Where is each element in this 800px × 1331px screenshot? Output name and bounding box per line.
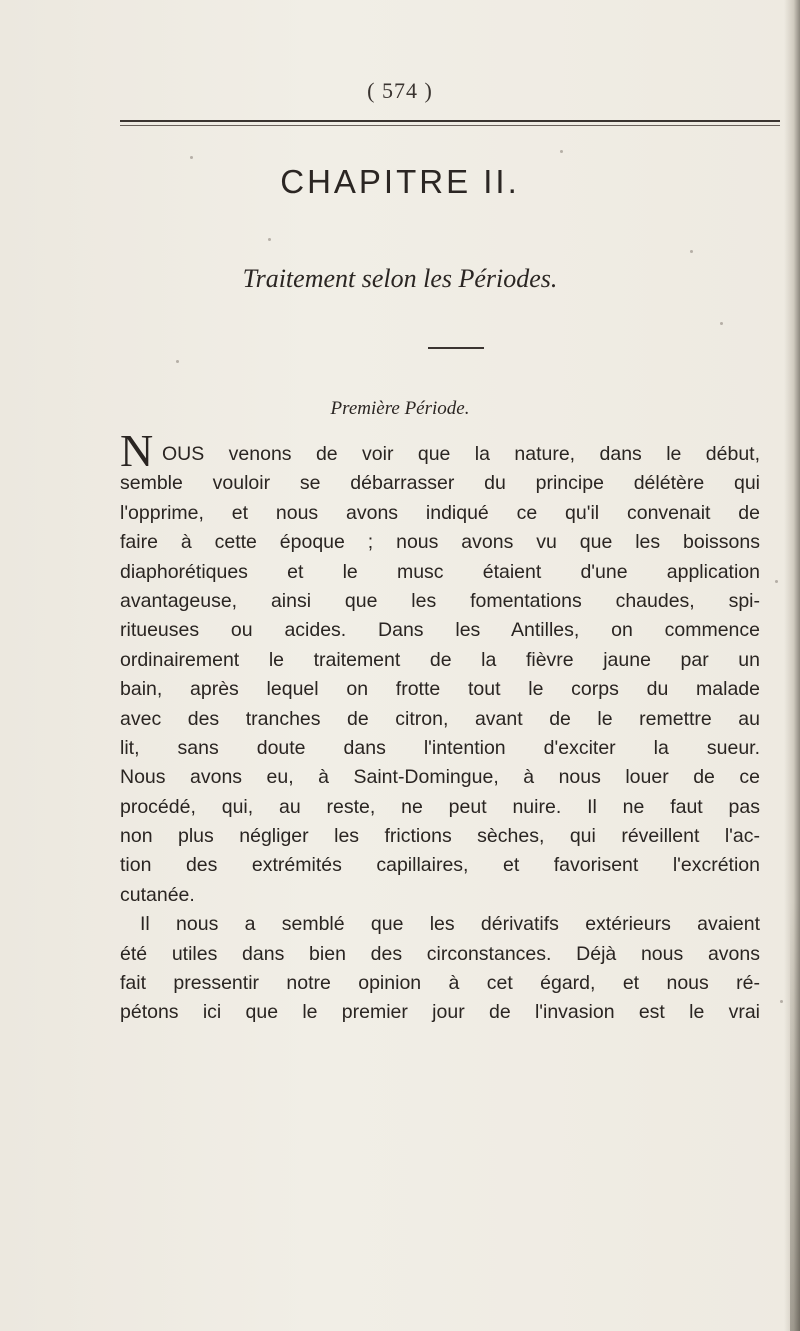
body-line: ordinairement le traitement de la fièvre jaune par un	[120, 648, 760, 671]
section-divider-rule	[428, 347, 484, 349]
paper-speck	[780, 1000, 783, 1003]
body-line: été utiles dans bien des circonstances. Déjà nous avons	[120, 942, 760, 965]
body-line: ritueuses ou acides. Dans les Antilles, on commence	[120, 619, 760, 642]
section-title: Première Période.	[330, 398, 470, 419]
paper-speck	[690, 250, 693, 253]
drop-cap: N	[120, 425, 154, 476]
body-line: faire à cette époque ; nous avons vu que les boissons	[120, 531, 760, 554]
paper-speck	[190, 156, 193, 159]
paper-speck	[268, 238, 271, 241]
body-text	[120, 425, 760, 1028]
paper-speck	[176, 360, 179, 363]
body-line: Il nous a semblé que les dérivatifs extérieurs avaient	[140, 913, 760, 936]
body-line: bain, après lequel on frotte tout le corps du malade	[120, 678, 760, 701]
header-rule	[120, 120, 780, 122]
body-line: non plus négliger les frictions sèches, qui réveillent l'ac-	[120, 825, 760, 848]
body-line: procédé, qui, au reste, ne peut nuire. Il ne faut pas	[120, 795, 760, 818]
chapter-subtitle: Traitement selon les Périodes.	[242, 264, 558, 293]
page-number: ( 574 )	[367, 78, 433, 103]
body-line: avantageuse, ainsi que les fomentations chaudes, spi-	[120, 589, 760, 612]
body-line: cutanée.	[120, 883, 195, 906]
paper-speck	[560, 150, 563, 153]
body-line	[120, 425, 760, 476]
page-edge-shadow-bottom	[790, 900, 800, 1331]
paper-speck	[775, 580, 778, 583]
header-rule-thin	[120, 125, 780, 126]
body-line: avec des tranches de citron, avant de le remettre au	[120, 707, 760, 730]
body-line: pétons ici que le premier jour de l'invasion est le vrai	[120, 1001, 760, 1024]
body-line: semble vouloir se débarrasser du principe délétère qui	[120, 472, 760, 495]
body-line-text: OUS venons de voir que la nature, dans le début,	[162, 443, 760, 465]
body-line: Nous avons eu, à Saint-Domingue, à nous louer de ce	[120, 766, 760, 789]
body-line: lit, sans doute dans l'intention d'exciter la sueur.	[120, 736, 760, 759]
chapter-title: CHAPITRE II.	[280, 163, 520, 200]
body-line: l'opprime, et nous avons indiqué ce qu'il convenait de	[120, 501, 760, 524]
body-line: diaphorétiques et le musc étaient d'une application	[120, 560, 760, 583]
body-line: fait pressentir notre opinion à cet égard, et nous ré-	[120, 972, 760, 995]
paper-speck	[720, 322, 723, 325]
body-line: tion des extrémités capillaires, et favorisent l'excrétion	[120, 854, 760, 877]
